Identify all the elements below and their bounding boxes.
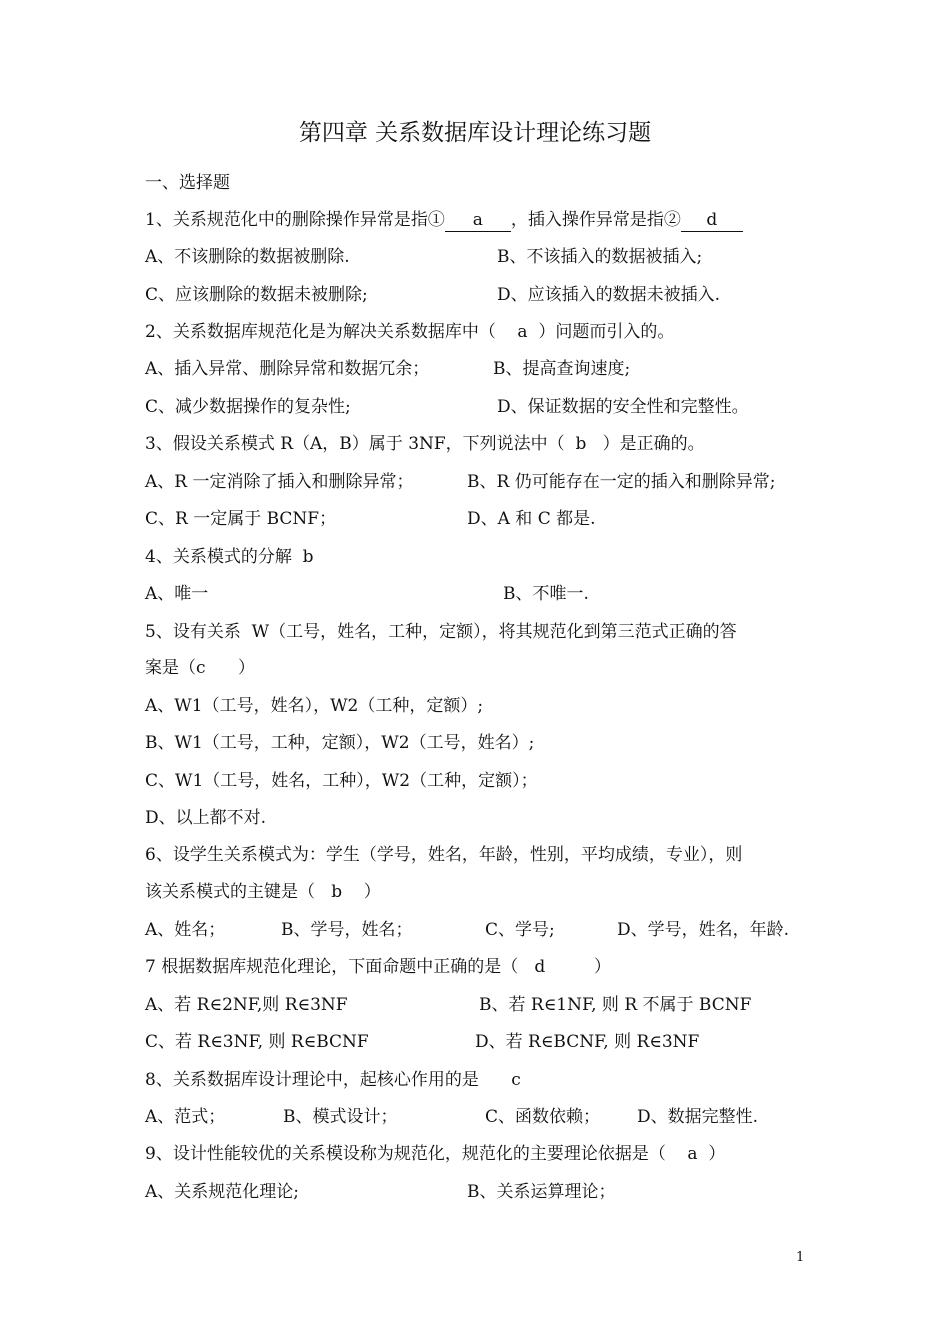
option-b: B、学号，姓名； — [281, 920, 413, 940]
question-4-options-row — [145, 582, 589, 606]
question-8-stem: 8、关系数据库设计理论中，起核心作用的是 c — [145, 1070, 521, 1090]
question-1-stem — [145, 208, 743, 232]
question-7-stem: 7 根据数据库规范化理论，下面命题中正确的是（ d ） — [145, 957, 611, 977]
option-a: A、唯一 — [145, 584, 209, 604]
section-heading: 一、选择题 — [145, 173, 230, 193]
answer-blank-1: a — [445, 209, 511, 232]
option-a: A、R 一定消除了插入和删除异常； — [145, 472, 414, 492]
question-3-options-row-2 — [145, 507, 596, 531]
option-a: A、不该删除的数据被删除. — [145, 247, 350, 267]
option-c: C、若 R∈3NF, 则 R∈BCNF — [145, 1032, 369, 1052]
option-c: C、R 一定属于 BCNF； — [145, 509, 337, 529]
option-d: D、A 和 C 都是. — [467, 509, 596, 529]
option-b: B、若 R∈1NF, 则 R 不属于 BCNF — [479, 995, 752, 1015]
option-b: B、模式设计； — [283, 1107, 398, 1127]
option-b: B、不该插入的数据被插入; — [497, 247, 703, 267]
answer-blank-2: d — [681, 209, 743, 232]
question-8-options-row — [145, 1105, 759, 1129]
question-1-text-mid: ，插入操作异常是指② — [510, 210, 681, 230]
option-d: D、应该插入的数据未被插入. — [497, 285, 721, 305]
question-5-option-c: C、W1（工号，姓名，工种），W2（工种，定额）； — [145, 771, 538, 791]
question-6-stem-line-1: 6、设学生关系模式为：学生（学号，姓名，年龄，性别，平均成绩，专业），则 — [145, 845, 743, 865]
question-1-options-row-1 — [145, 245, 703, 269]
option-c: C、函数依赖； — [485, 1107, 601, 1127]
question-1-text-pre: 1、关系规范化中的删除操作异常是指① — [145, 210, 445, 230]
option-b: B、不唯一. — [503, 584, 589, 604]
question-6-stem-line-2: 该关系模式的主键是（ b ） — [145, 882, 381, 902]
question-5-stem-line-2: 案是（c ） — [145, 658, 255, 678]
option-c: C、减少数据操作的复杂性; — [145, 397, 351, 417]
page-number: 1 — [796, 1250, 805, 1265]
option-d: D、若 R∈BCNF, 则 R∈3NF — [475, 1032, 700, 1052]
option-a: A、姓名； — [145, 920, 226, 940]
question-4-stem: 4、关系模式的分解 b — [145, 547, 314, 567]
option-b: B、提高查询速度; — [493, 359, 631, 379]
question-2-stem: 2、关系数据库规范化是为解决关系数据库中（ a ）问题而引入的。 — [145, 322, 675, 342]
option-b: B、关系运算理论； — [467, 1182, 616, 1202]
option-a: A、若 R∈2NF,则 R∈3NF — [145, 995, 348, 1015]
option-a: A、范式； — [145, 1107, 226, 1127]
option-d: D、保证数据的安全性和完整性。 — [497, 397, 749, 417]
question-7-options-row-2 — [145, 1030, 700, 1054]
question-2-options-row-2 — [145, 395, 749, 419]
question-3-options-row-1 — [145, 470, 776, 494]
option-a: A、关系规范化理论; — [145, 1182, 300, 1202]
question-2-options-row-1 — [145, 357, 631, 381]
question-6-options-row — [145, 918, 790, 942]
question-5-option-a: A、W1（工号，姓名），W2（工种，定额）; — [145, 696, 484, 716]
option-c: C、学号; — [485, 920, 555, 940]
question-9-options-row — [145, 1180, 616, 1204]
option-b: B、R 仍可能存在一定的插入和删除异常; — [467, 472, 776, 492]
question-7-options-row-1 — [145, 993, 752, 1017]
question-9-stem: 9、设计性能较优的关系模设称为规范化，规范化的主要理论依据是（ a ） — [145, 1144, 726, 1164]
question-5-stem-line-1: 5、设有关系 W（工号，姓名，工种，定额），将其规范化到第三范式正确的答 — [145, 622, 737, 642]
option-a: A、插入异常、删除异常和数据冗余； — [145, 359, 430, 379]
question-5-option-b: B、W1（工号，工种，定额），W2（工号，姓名）; — [145, 733, 535, 753]
question-1-options-row-2 — [145, 283, 721, 307]
option-d: D、学号，姓名，年龄. — [617, 920, 790, 940]
question-3-stem: 3、假设关系模式 R（A，B）属于 3NF，下列说法中（ b ）是正确的。 — [145, 434, 705, 454]
question-5-option-d: D、以上都不对. — [145, 808, 267, 828]
page-title: 第四章 关系数据库设计理论练习题 — [298, 120, 652, 146]
option-c: C、应该删除的数据未被删除; — [145, 285, 368, 305]
option-d: D、数据完整性. — [637, 1107, 759, 1127]
